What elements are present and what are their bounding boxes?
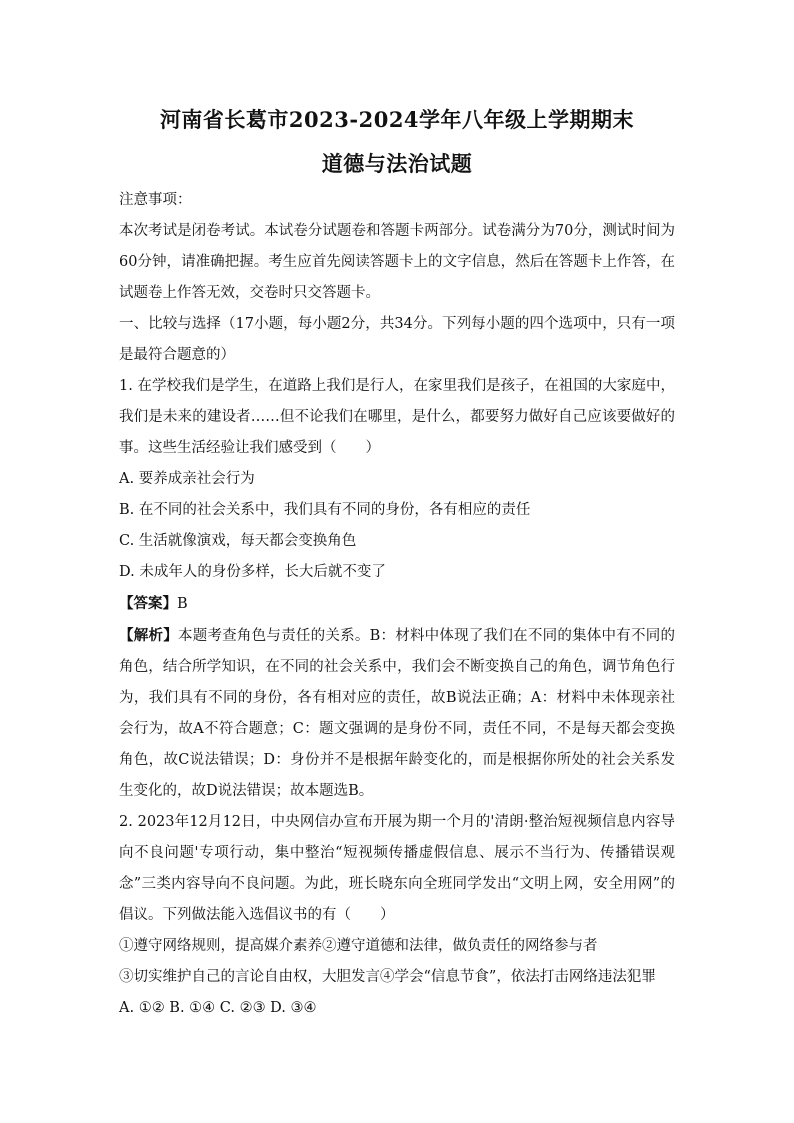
notice-heading: 注意事项：	[119, 192, 192, 208]
answer-value: B	[177, 596, 188, 612]
notice-body: 本次考试是闭卷考试。本试卷分试题卷和答题卡两部分。试卷满分为70分，测试时间为60分钟，请准确把握。考生应首先阅读答题卡上的文字信息，然后在答题卡上作答，在试题卷上作答无效，交卷时只交答题卡。	[119, 223, 675, 301]
question-1-option-b: B. 在不同的社会关系中，我们具有不同的身份，各有相应的责任	[119, 502, 531, 518]
document-body	[119, 185, 675, 1024]
question-1-stem: 1. 在学校我们是学生，在道路上我们是行人，在家里我们是孩子，在祖国的大家庭中，我们是未来的建设者……但不论我们在哪里，是什么，都要努力做好自己应该要做好的事。这些生活经验让我们感受到（ ）	[119, 378, 675, 456]
question-2-items-line-1: ①遵守网络规则，提高媒介素养②遵守道德和法律，做负责任的网络参与者	[119, 938, 598, 954]
question-1-option-d: D. 未成年人的身份多样，长大后就不变了	[119, 564, 386, 580]
answer-label: 【答案】	[119, 595, 177, 612]
question-1-option-a: A. 要养成亲社会行为	[119, 471, 255, 487]
question-2-stem: 2. 2023年12月12日，中央网信办宣布开展为期一个月的'清朗·整治短视频信息内容导向不良问题'专项行动，集中整治“短视频传播虚假信息、展示不当行为、传播错误观念”三类内容导向不良问题。为此，班长晓东向全班同学发出“文明上网，安全用网”的倡议。下列做法能入选倡议书的有（ ）	[119, 814, 675, 923]
analysis-label: 【解析】	[119, 627, 178, 644]
question-1-option-c: C. 生活就像演戏，每天都会变换角色	[119, 533, 357, 549]
question-1-analysis	[119, 620, 675, 807]
document-title: 河南省长葛市2023-2024学年八年级上学期期末	[159, 107, 635, 132]
question-2-items-line-2: ③切实维护自己的言论自由权，大胆发言④学会“信息节食”，依法打击网络违法犯罪	[119, 969, 656, 985]
question-2-options: A. ①② B. ①④ C. ②③ D. ③④	[119, 1000, 317, 1016]
question-1-answer	[119, 588, 675, 620]
section-heading: 一、比较与选择（17小题，每小题2分，共34分。下列每小题的四个选项中，只有一项是最符合题意的）	[119, 316, 675, 363]
analysis-text: 本题考查角色与责任的关系。B：材料中体现了我们在不同的集体中有不同的角色，结合所学知识，在不同的社会关系中，我们会不断变换自己的角色，调节角色行为，我们具有不同的身份，各有相对应的责任，故B说法正确；A：材料中未体现亲社会行为，故A不符合题意；C：题文强调的是身份不同，责任不同，不是每天都会变换角色，故C说法错误；D：身份并不是根据年龄变化的，而是根据你所处的社会关系发生变化的，故D说法错误；故本题选B。	[119, 628, 676, 799]
document-subtitle: 道德与法治试题	[321, 151, 473, 176]
